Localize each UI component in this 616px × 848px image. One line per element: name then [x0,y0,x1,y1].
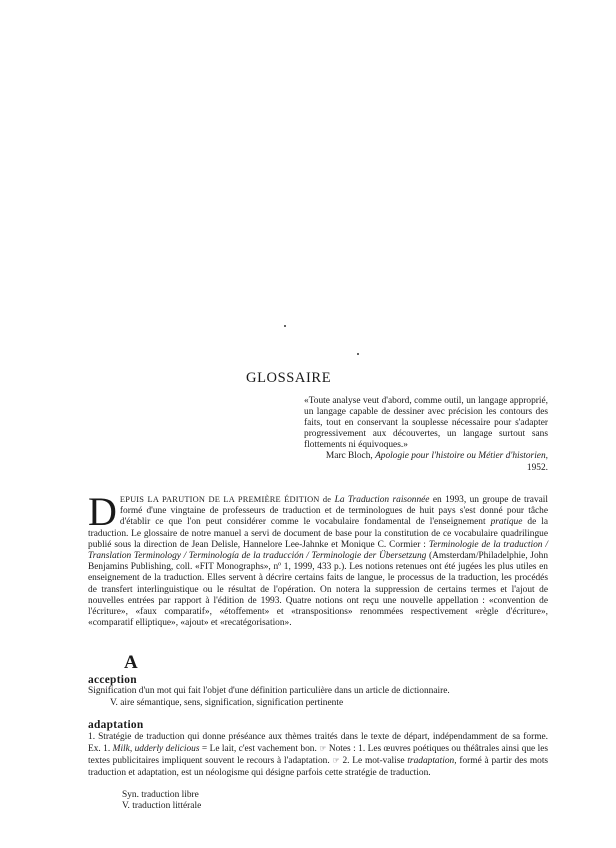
entry-see-also: V. aire sémantique, sens, signification, signification pertinente [110,698,344,708]
speck-mark [357,353,359,355]
epigraph-quote: «Toute analyse veut d'abord, comme outil, un langage approprié, un langage capable de dessiner avec précision les contours des faits, tout en conservant la souplesse nécessaire pour s'adapter progressivement aux découvertes, un langage surtout sans flottements ni équivoques.» [304,396,548,451]
arrow-icon: ☞ [332,756,340,766]
epigraph-work: Apologie pour l'histoire ou Métier d'historien, [375,451,548,462]
definition-part: Les œuvres poétiques ou théâtrales ainsi que les textes publicitaires impliquent souvent le recours à l'adaptation. [88,744,549,767]
epigraph [304,396,548,474]
entry-definition: Signification d'un mot qui fait l'objet d'une définition particulière dans un article de dictionnaire. [88,686,450,696]
definition-part: = Le lait, c'est vachement bon. [201,744,317,755]
epigraph-author: Marc Bloch, [325,451,373,462]
drop-cap: D [88,489,117,534]
reference-title: Terminologie de la traduction / Translation Terminology / Terminología de la traducción / Terminologie der Übersetzung [88,539,549,562]
intro-paragraph [88,489,549,629]
intro-lead: EPUIS LA PARUTION DE LA PREMIÈRE ÉDITION de [119,495,332,504]
intro-text-3: (Amsterdam/Philadelphie, John Benjamins Publishing, coll. «FIT Monographs», nº 1, 1999, 433 p.). Les notions retenues ont été jugées les plus utiles en enseignement de la traduction. Elles servent à décrire certains faits de langue, le processus de la traduction, les procédés de transfert interlinguistique ou le résultat de l'opération. On notera la suppression de certains termes et l'ajout de nouvelles entrées par rapport à l'édition de 1993. Quatre notions ont reçu une nouvelle appellation : «convention de l'écriture», «faux comparatif», «étoffement» et «transpositions» renommées respectivement «règle d'écriture», «comparatif elliptique», «ajout» et «recatégorisation». [88,551,549,629]
intro-emphasis: pratique [490,517,523,528]
example-english: Milk, udderly delicious [112,744,200,755]
definition-part: 1. Stratégie de traduction qui donne préséance aux thèmes traités dans le texte de départ, indépendamment de sa forme. Ex. 1. [88,732,548,755]
definition-part: Le mot-valise [352,756,405,767]
epigraph-year: 1952. [526,462,548,473]
arrow-icon: ☞ [319,744,327,754]
entry-synonym: Syn. traduction libre [122,790,199,800]
speck-mark [284,325,286,327]
notes-label: Notes : 1. [328,744,366,755]
note-number: 2. [342,756,350,767]
entry-definition [88,732,548,779]
term-emphasis: tradaptation, [407,756,457,767]
intro-text-1: en 1993, un groupe de travail formé d'une vingtaine de professeurs de traduction et de terminologues de huit pays s'est donné pour tâche d'établir ce que l'on peut considérer comme le vocabulaire fondamental de l'enseignement [119,495,549,528]
epigraph-attribution [304,451,548,473]
book-title: La Traduction raisonnée [334,495,430,505]
section-letter: A [124,652,138,673]
entry-see-also: V. traduction littérale [122,801,202,811]
intro-text-2: de la traduction. Le glossaire de notre manuel a servi de document de base pour la constitution de ce vocabulaire quadrilingue publié sous la direction de Jean Delisle, Hannelore Lee-Jahnke et Monique C. Cormier : [88,517,549,550]
definition-part: formé à partir des mots traduction et adaptation, est un néologisme qui désigne parfois cette stratégie de traduction. [88,756,549,778]
entry-term: adaptation [88,719,144,731]
page-title: GLOSSAIRE [246,370,332,386]
entry-term: acception [88,674,137,686]
